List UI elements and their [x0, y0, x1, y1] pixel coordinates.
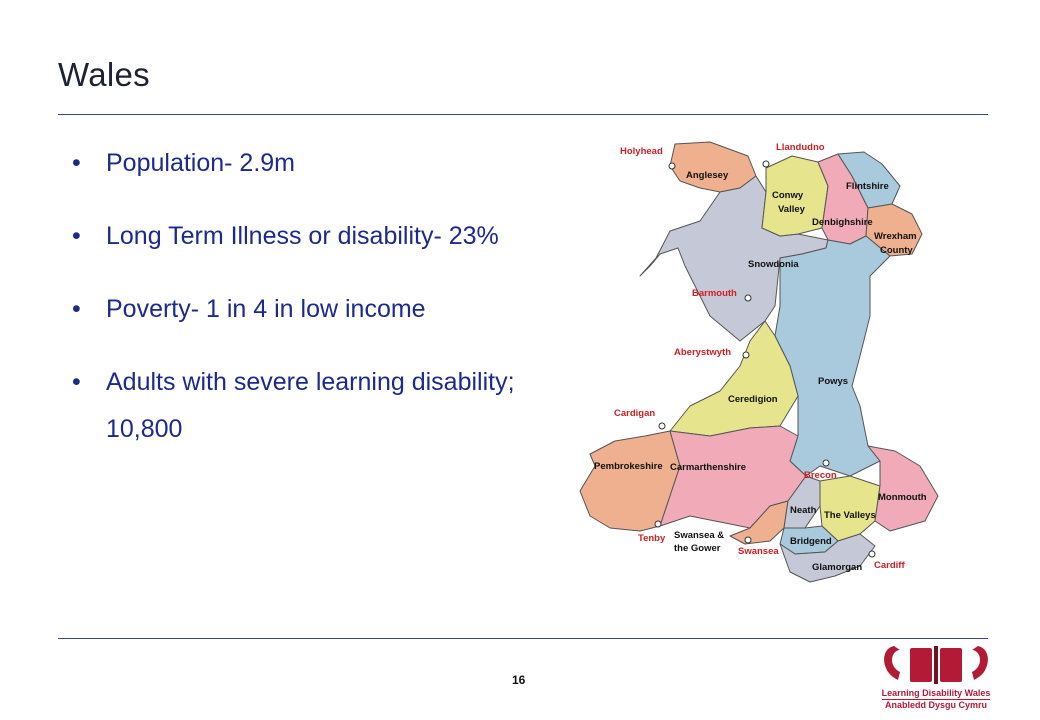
town-marker-llandudno: [763, 161, 769, 167]
map-label-bridgend: Bridgend: [790, 536, 832, 547]
map-label-swansea: Swansea &: [674, 530, 725, 541]
logo-text-welsh: Anabledd Dysgu Cymru: [884, 700, 987, 710]
logo-emblem-icon: [876, 640, 996, 686]
town-marker-cardigan: [659, 423, 665, 429]
map-label-powys: Powys: [818, 376, 849, 387]
map-label-snowdonia: Snowdonia: [748, 259, 799, 270]
map-label-flintshire: Flintshire: [846, 181, 889, 192]
bullet-text: Adults with severe learning disability; 10,800: [106, 368, 515, 443]
bullet-text: Population- 2.9m: [106, 149, 296, 177]
map-label-denbighshire: Denbighshire: [812, 217, 873, 228]
footer-divider: [58, 638, 988, 639]
map-town-brecon: Brecon: [804, 470, 837, 481]
map-label-ceredigion: Ceredigion: [728, 394, 778, 405]
map-label-pembrokeshire: Pembrokeshire: [594, 461, 663, 472]
bullet-icon: •: [72, 222, 81, 250]
wales-map: [570, 136, 945, 596]
bullet-item: [70, 213, 540, 260]
bullet-item: [70, 359, 540, 453]
title-divider: [58, 114, 988, 115]
town-marker-swansea: [745, 537, 751, 543]
page-number: 16: [512, 673, 526, 687]
map-label-anglesey: Anglesey: [686, 170, 729, 181]
region-anglesey: [670, 142, 756, 192]
logo-text-english: Learning Disability Wales: [881, 688, 991, 698]
bullet-text: Poverty- 1 in 4 in low income: [106, 295, 426, 323]
town-marker-aberystwyth: [743, 352, 749, 358]
map-label-carmarthenshire: Carmarthenshire: [670, 462, 747, 473]
bullet-list: [70, 140, 540, 479]
slide-title: Wales: [58, 56, 150, 93]
bullet-icon: •: [72, 368, 81, 396]
map-label-monmouth: Monmouth: [878, 492, 927, 503]
learning-disability-wales-logo: [876, 640, 996, 714]
map-label-glamorgan: Glamorgan: [812, 562, 863, 573]
map-label-wrexham-county: County: [880, 245, 913, 256]
town-marker-tenby: [655, 521, 661, 527]
map-label-conwy: Conwy: [772, 190, 804, 201]
map-town-cardiff: Cardiff: [874, 560, 905, 571]
map-label-valley: Valley: [778, 204, 805, 215]
map-town-cardigan: Cardigan: [614, 408, 656, 419]
map-town-barmouth: Barmouth: [692, 288, 737, 299]
map-label-valleys: The Valleys: [824, 510, 876, 521]
region-valleys: [820, 476, 880, 541]
map-label-neath: Neath: [790, 505, 817, 516]
town-marker-holyhead: [669, 163, 675, 169]
bullet-text: Long Term Illness or disability- 23%: [106, 222, 499, 250]
bullet-icon: •: [72, 149, 81, 177]
town-marker-brecon: [823, 460, 829, 466]
map-town-llandudno: Llandudno: [776, 142, 825, 153]
map-town-aberystwyth: Aberystwyth: [674, 347, 732, 358]
town-marker-barmouth: [745, 295, 751, 301]
map-town-tenby: Tenby: [638, 533, 666, 544]
map-town-holyhead: Holyhead: [620, 146, 663, 157]
bullet-icon: •: [72, 295, 81, 323]
map-town-swansea: Swansea: [738, 546, 779, 557]
bullet-item: [70, 140, 540, 187]
bullet-item: [70, 286, 540, 333]
town-marker-cardiff: [869, 551, 875, 557]
map-label-gower: the Gower: [674, 543, 721, 554]
map-label-wrexham: Wrexham: [874, 231, 917, 242]
